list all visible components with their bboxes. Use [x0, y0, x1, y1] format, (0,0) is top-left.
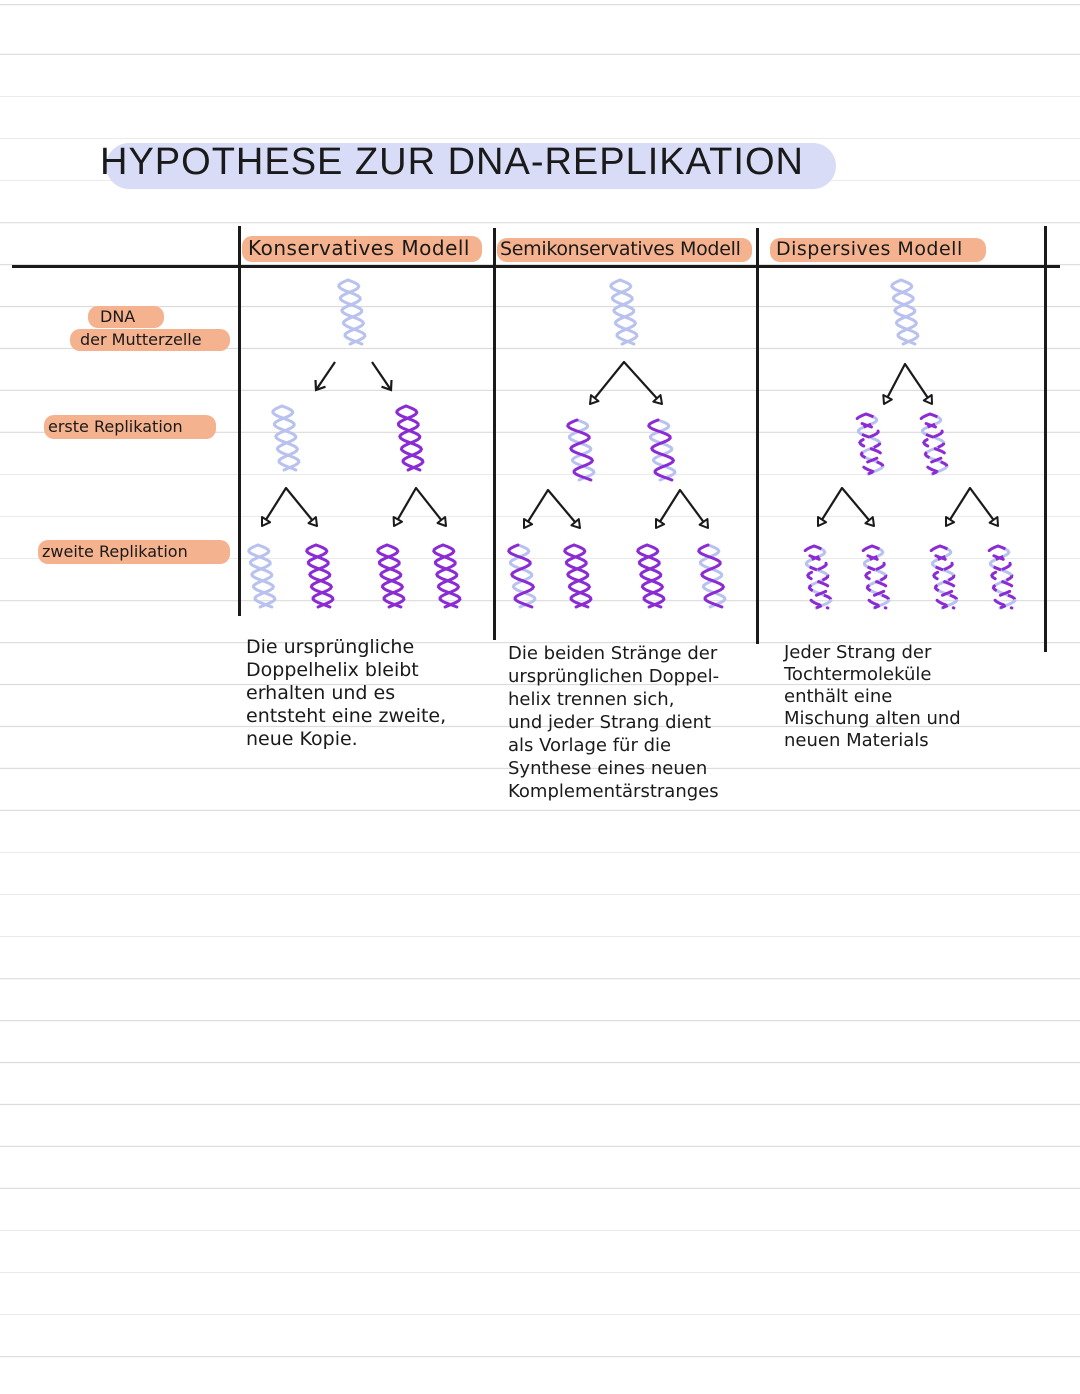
description-line: und jeder Strang dient — [508, 712, 712, 733]
arrow-head — [990, 517, 998, 526]
dna-helix — [307, 545, 333, 607]
column-heading-konservativ: Konservatives Modell — [248, 236, 470, 260]
dna-helix — [892, 280, 918, 344]
dna-helix — [857, 414, 883, 474]
dna-helix — [921, 414, 947, 474]
dna-helix — [611, 280, 637, 344]
dna-helix — [378, 545, 404, 607]
arrow-head — [883, 395, 892, 404]
row-label-zweite-replikation: zweite Replikation — [42, 542, 188, 561]
dna-helix — [805, 546, 831, 608]
description-line: als Vorlage für die — [508, 735, 672, 756]
split-arrow — [946, 488, 998, 526]
description-line: Die ursprüngliche — [246, 636, 415, 658]
description-line: Jeder Strang der — [784, 642, 932, 663]
description-line: Mischung alten und — [784, 708, 961, 729]
row-label-erste-replikation: erste Replikation — [48, 417, 183, 436]
split-arrow — [656, 490, 708, 528]
split-arrow — [884, 364, 932, 404]
arrow — [316, 362, 335, 390]
description-line: Tochtermoleküle — [784, 664, 932, 685]
dna-helix — [339, 280, 365, 344]
description-line: Die beiden Stränge der — [508, 643, 718, 664]
dna-helix — [273, 406, 299, 470]
dna-helix — [397, 406, 423, 470]
arrow-head — [394, 517, 402, 526]
dna-helix — [931, 546, 957, 608]
description-line: enthält eine — [784, 686, 893, 707]
arrow-head — [700, 519, 708, 528]
description-line: ursprünglichen Doppel- — [508, 666, 720, 687]
split-arrow — [394, 488, 446, 526]
split-arrow — [524, 490, 580, 528]
page-title: HYPOTHESE ZUR DNA-REPLIKATION — [100, 141, 804, 183]
description-line: entsteht eine zweite, — [246, 705, 447, 727]
dna-helix — [863, 546, 889, 608]
dna-helix — [649, 420, 675, 480]
description-line: neuen Materials — [784, 730, 929, 751]
row-label-mutterzelle: der Mutterzelle — [80, 330, 202, 349]
dna-helix — [568, 420, 594, 480]
description-line: Komplementärstranges — [508, 781, 719, 802]
description-line: Doppelhelix bleibt — [246, 659, 419, 681]
dna-helix — [638, 545, 664, 607]
arrow — [372, 362, 391, 390]
description-line: erhalten und es — [246, 682, 396, 704]
dna-helix — [699, 545, 725, 607]
description-line: helix trennen sich, — [508, 689, 675, 710]
dna-helix — [434, 545, 460, 607]
column-heading-semikonservativ: Semikonservatives Modell — [500, 238, 741, 260]
split-arrow — [590, 362, 662, 404]
dna-helix — [565, 545, 591, 607]
dna-helix — [509, 545, 535, 607]
split-arrow — [262, 488, 317, 526]
dna-helix — [989, 546, 1015, 608]
split-arrow — [818, 488, 874, 526]
description-line: Synthese eines neuen — [508, 758, 708, 779]
row-label-dna: DNA — [100, 307, 136, 326]
description-line: neue Kopie. — [246, 728, 358, 750]
dna-helix — [249, 545, 275, 607]
column-heading-dispersiv: Dispersives Modell — [776, 238, 963, 260]
